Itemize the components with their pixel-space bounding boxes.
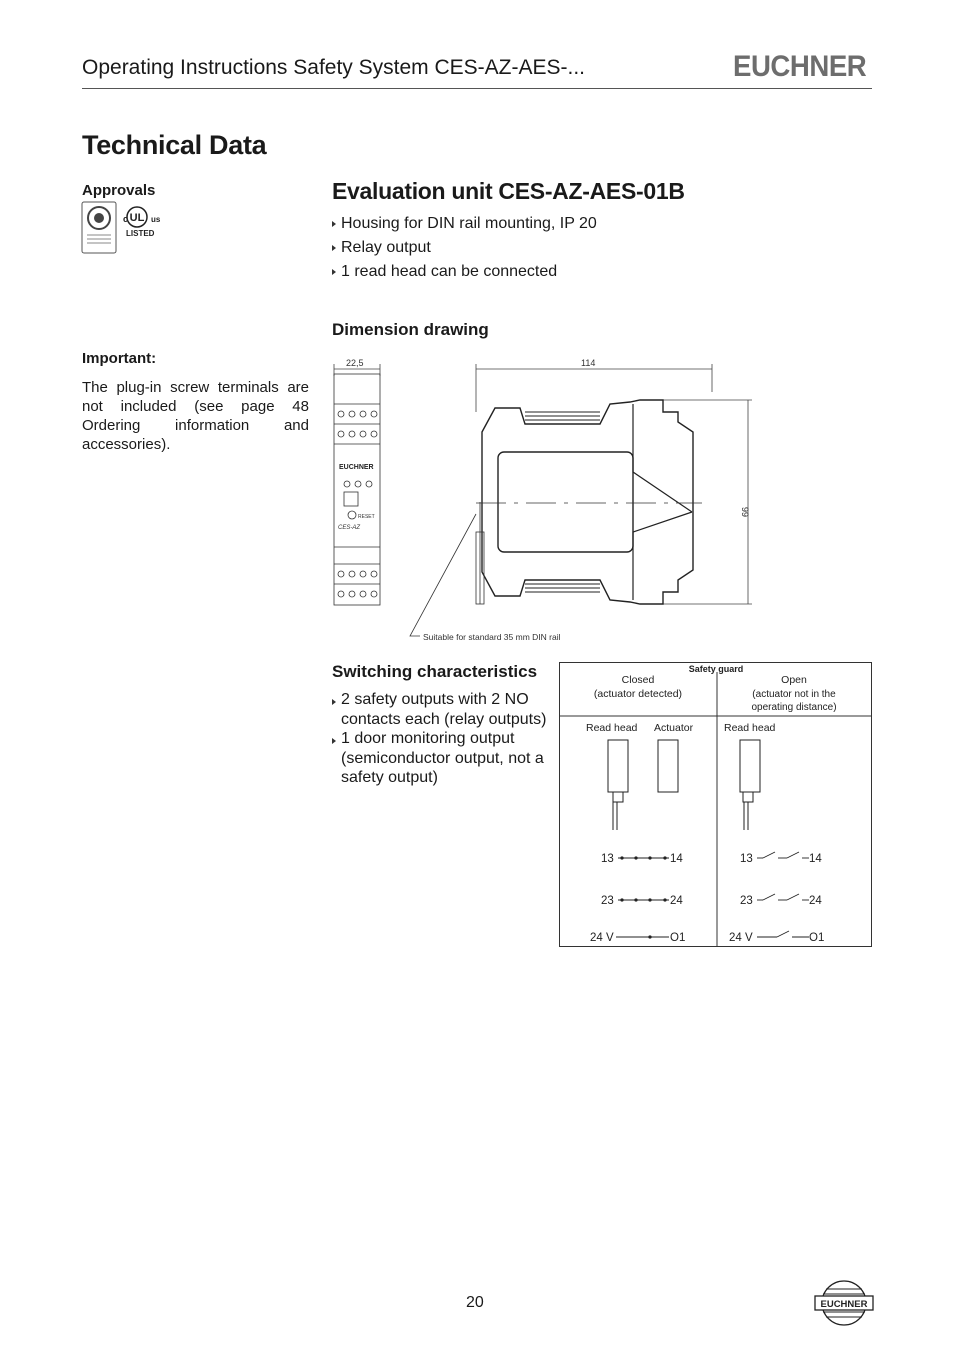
- contact-label: 23: [601, 895, 614, 907]
- closed-label: Closed: [621, 674, 655, 686]
- important-text: The plug-in screw terminals are not included (see page 48 Ordering information and accessories).: [82, 379, 309, 453]
- svg-text:EUCHNER: EUCHNER: [820, 1299, 868, 1310]
- svg-text:LISTED: LISTED: [126, 229, 155, 238]
- contact-label: 24 V: [590, 932, 614, 944]
- header-divider: [82, 88, 872, 89]
- svg-text:us: us: [151, 215, 161, 224]
- reset-label: RESET: [358, 514, 375, 520]
- contact-label: 14: [809, 853, 822, 865]
- contact-label: 13: [740, 853, 753, 865]
- evaluation-unit-heading: Evaluation unit CES-AZ-AES-01B: [332, 178, 685, 204]
- height-label: 99: [740, 507, 750, 518]
- actuator-label: Actuator: [654, 722, 694, 734]
- contact-label: 13: [601, 853, 614, 865]
- switching-list: [332, 690, 552, 788]
- contact-label: O1: [809, 932, 825, 944]
- contact-label: 24: [670, 895, 683, 907]
- list-item: 1 door monitoring output (semiconductor output, not a safety output): [332, 729, 552, 788]
- dimension-drawing-heading: Dimension drawing: [332, 320, 489, 339]
- open-sub-label: operating distance): [751, 702, 837, 713]
- front-product-label: CES-AZ: [338, 525, 361, 531]
- svg-text:c: c: [123, 214, 129, 224]
- svg-text:UL: UL: [129, 212, 145, 224]
- list-item: Relay output: [332, 236, 597, 260]
- contact-label: 14: [670, 853, 683, 865]
- rail-note: Suitable for standard 35 mm DIN rail: [423, 632, 561, 642]
- read-head-label: Read head: [586, 722, 638, 734]
- front-view: [334, 374, 380, 605]
- contact-label: 24 V: [729, 932, 753, 944]
- contact-label: O1: [670, 932, 686, 944]
- safety-approval-seal-icon: [82, 202, 116, 253]
- switching-heading: Switching characteristics: [332, 662, 538, 681]
- height-dimension: [660, 400, 752, 604]
- side-width-dimension: [476, 364, 712, 412]
- side-width-label: 114: [581, 358, 596, 368]
- contact-label: 23: [740, 895, 753, 907]
- contact-label: 24: [809, 895, 822, 907]
- approval-marks: [81, 201, 166, 255]
- rail-leader-line: [410, 514, 476, 636]
- front-brand-label: EUCHNER: [339, 464, 374, 471]
- closed-sub-label: (actuator detected): [593, 688, 683, 700]
- document-title: Operating Instructions Safety System CES-AZ-AES-...: [82, 56, 586, 79]
- feature-list: [332, 212, 597, 284]
- footer-logo: [814, 1279, 874, 1329]
- din-rail: [476, 502, 484, 604]
- brand-logo: EUCHNER: [733, 50, 867, 83]
- list-item: 1 read head can be connected: [332, 260, 597, 284]
- read-head-open-label: Read head: [724, 722, 776, 734]
- open-sub-label: (actuator not in the: [752, 689, 836, 700]
- page-number: 20: [466, 1294, 484, 1311]
- ul-listed-icon: [123, 207, 161, 238]
- approvals-heading: Approvals: [82, 182, 156, 199]
- front-width-label: 22,5: [346, 358, 364, 368]
- list-item: Housing for DIN rail mounting, IP 20: [332, 212, 597, 236]
- page-title: Technical Data: [82, 130, 267, 160]
- open-label: Open: [781, 674, 807, 686]
- table-title: Safety guard: [688, 664, 744, 674]
- side-view: [482, 400, 693, 604]
- dimension-drawing: [330, 352, 760, 648]
- important-heading: Important:: [82, 350, 157, 367]
- list-item: 2 safety outputs with 2 NO contacts each (relay outputs): [332, 690, 552, 729]
- switching-table: [559, 662, 872, 947]
- actuator-icon: [658, 740, 678, 792]
- hatch-top: [525, 412, 600, 592]
